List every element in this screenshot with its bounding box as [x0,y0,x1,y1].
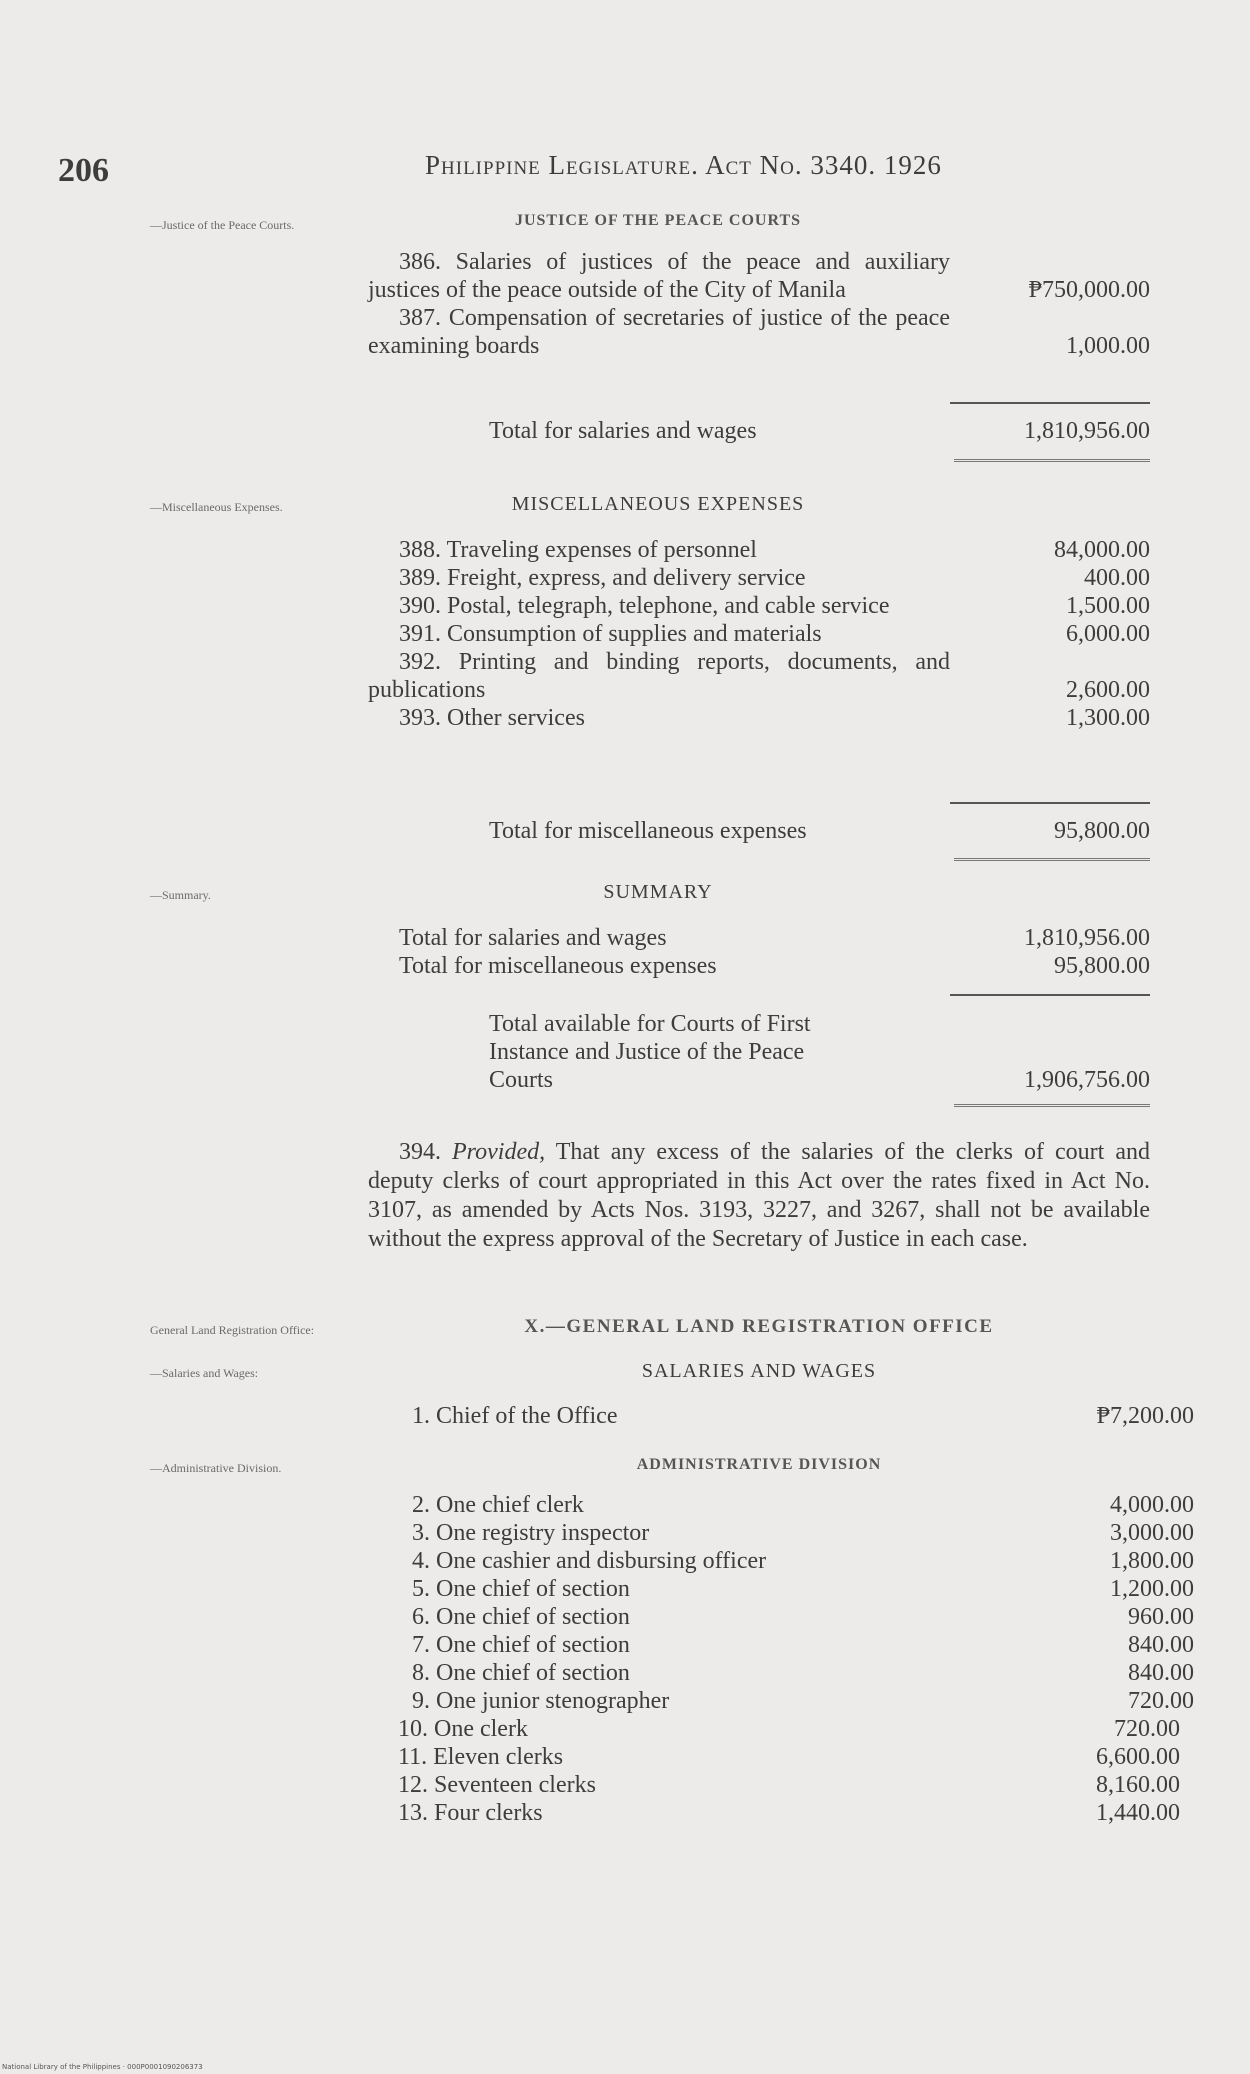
proviso-number: 394. [399,1139,441,1165]
line-item [368,620,1150,648]
item-text: 386. Salaries of justices of the peace and auxiliary justices of the peace outside of the City of Manila [368,249,950,303]
item-amount: 2,600.00 [1066,677,1150,703]
running-title: Philippine Legislature. Act No. 3340. 1926 [425,150,942,180]
admin-items [368,1491,1194,1827]
item-amount: ₱750,000.00 [1028,277,1150,303]
total-row [368,818,1150,845]
item-amount: 1,300.00 [1066,705,1150,731]
misc-section [368,493,1150,516]
summary-section [368,881,1150,904]
item-text: 1. Chief of the Office [412,1403,618,1429]
subsection-heading: SALARIES AND WAGES [641,1360,877,1382]
item-text: Total for miscellaneous expenses [399,953,717,979]
line-item: 7. One chief of section 840.00 [412,1632,1194,1658]
subsection-heading: ADMINISTRATIVE DIVISION [636,1456,882,1473]
misc-total [368,818,1150,845]
page-number: 206 [58,152,109,189]
total-amount: 1,906,756.00 [1024,1067,1150,1093]
proviso-paragraph [368,1138,1150,1254]
line-item: 10. One clerk 720.00 [398,1716,1180,1742]
line-item: 4. One cashier and disbursing officer 1,800.00 [412,1548,1194,1574]
total-label: Total for miscellaneous expenses [489,818,807,844]
line-item [368,952,1150,980]
line-item [368,704,1150,732]
justice-items [368,248,1150,360]
item-text: 392. Printing and binding reports, documents, and publications [368,649,950,703]
item-amount: 95,800.00 [1054,953,1150,979]
item-amount: 400.00 [1084,565,1150,591]
total-row [368,1010,1150,1094]
line-item: 5. One chief of section 1,200.00 [412,1576,1194,1602]
justice-section [368,212,1150,230]
total-row [368,418,1150,445]
item-amount: 84,000.00 [1054,537,1150,563]
misc-items [368,536,1150,732]
item-text: 391. Consumption of supplies and materials [399,621,822,647]
line-item: 11. Eleven clerks 6,600.00 [398,1744,1180,1770]
line-item [368,1402,1194,1430]
page-header [0,150,1250,190]
proviso-text: That any excess of the salaries of the clerks of court and deputy clerks of court appropriated in this Act over the rates fixed in Act No. 3107, as amended by Acts Nos. 3193, 3227, and 3267, shall not be available without the express approval of the Secretary of Justice in each case. [368,1139,1150,1252]
item-text: 389. Freight, express, and delivery service [399,565,806,591]
item-text: Total for salaries and wages [399,925,667,951]
line-item: 12. Seventeen clerks 8,160.00 [398,1772,1180,1798]
item-text: 388. Traveling expenses of personnel [399,537,757,563]
item-amount: ₱7,200.00 [1096,1403,1194,1429]
total-amount: 95,800.00 [1054,818,1150,844]
margin-note-justice-peace: —Justice of the Peace Courts. [150,218,295,232]
total-amount: 1,810,956.00 [1024,418,1150,444]
summary-total [368,1010,1150,1094]
line-item [368,924,1150,952]
line-item: 3. One registry inspector 3,000.00 [412,1520,1194,1546]
line-item: 2. One chief clerk 4,000.00 [412,1492,1194,1518]
section-heading: X.—GENERAL LAND REGISTRATION OFFICE [524,1316,994,1337]
margin-note-salaries: —Salaries and Wages: [150,1366,259,1380]
line-item: 13. Four clerks 1,440.00 [398,1800,1180,1826]
line-item [368,536,1150,564]
margin-note-misc: —Miscellaneous Expenses. [150,500,283,514]
margin-note-summary: —Summary. [150,888,211,902]
line-item: 6. One chief of section 960.00 [412,1604,1194,1630]
section-heading: SUMMARY [603,881,713,903]
item-text: 393. Other services [399,705,585,731]
line-item [368,648,1150,704]
glro-section [368,1316,1150,1338]
line-item [368,248,1150,304]
item-amount: 1,500.00 [1066,593,1150,619]
justice-total [368,418,1150,445]
admin-division [368,1456,1150,1474]
line-item [368,564,1150,592]
line-item: 8. One chief of section 840.00 [412,1660,1194,1686]
glro-subsection [368,1360,1150,1383]
section-heading: JUSTICE OF THE PEACE COURTS [514,212,802,229]
item-amount: 1,000.00 [1066,333,1150,359]
proviso-lead: Provided, [452,1139,546,1165]
item-text: 390. Postal, telegraph, telephone, and cable service [399,593,890,619]
margin-note-glro: General Land Registration Office: [150,1323,315,1337]
line-item [368,592,1150,620]
item-text: 387. Compensation of secretaries of justice of the peace examining boards [368,305,950,359]
glro-chief [368,1402,1194,1430]
item-amount: 6,000.00 [1066,621,1150,647]
total-label: Total available for Courts of First Instance and Justice of the Peace Courts [489,1011,811,1093]
total-label: Total for salaries and wages [489,418,757,444]
summary-items [368,924,1150,980]
margin-note-admin: —Administrative Division. [150,1461,282,1475]
scan-footer: National Library of the Philippines · 000P0001090206373 [2,2063,203,2071]
item-amount: 1,810,956.00 [1024,925,1150,951]
section-heading: MISCELLANEOUS EXPENSES [511,493,805,515]
line-item [368,304,1150,360]
line-item: 9. One junior stenographer 720.00 [412,1688,1194,1714]
